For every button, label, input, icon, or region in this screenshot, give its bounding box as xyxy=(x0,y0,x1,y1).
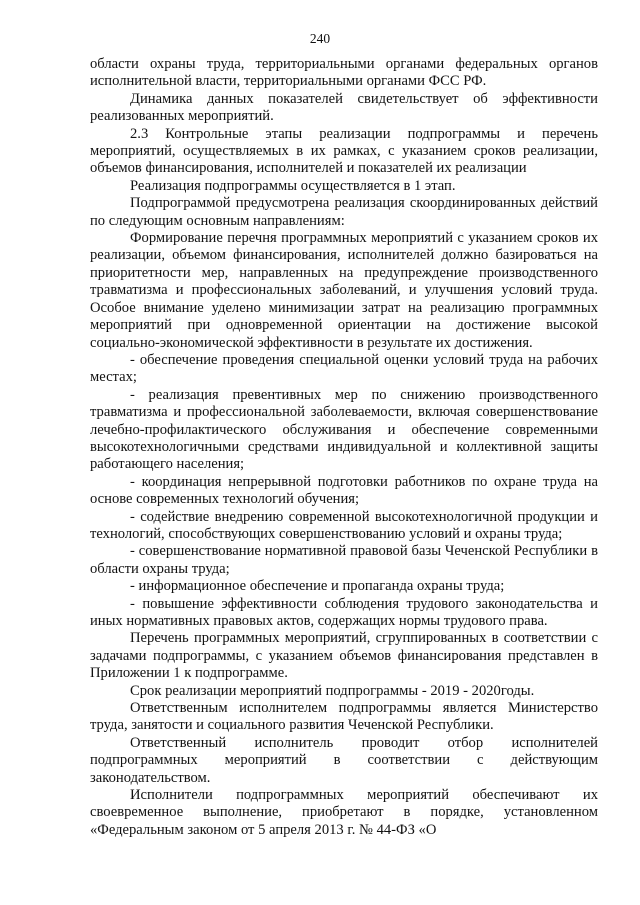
list-item: - информационное обеспечение и пропаганда охраны труда; xyxy=(130,578,505,595)
list-item: - повышение эффективности соблюдения трудового законодательства и иных нормативных правовых актов, содержащих нормы трудового права. xyxy=(90,595,598,629)
list-item: - обеспечение проведения специальной оценки условий труда на рабочих местах; xyxy=(90,351,598,386)
paragraph: области охраны труда, территориальными органами федеральных органов исполнительной власти, территориальными органами ФСС РФ. xyxy=(90,56,598,90)
paragraph: Реализация подпрограммы осуществляется в 1 этап. xyxy=(130,177,456,194)
paragraph: Формирование перечня программных мероприятий с указанием сроков их реализации, объемом финансирования, исполнителей должно базироваться на приоритетности мер, направленных на предупреждение производственного травматизма и профессиональных заболеваний, и улучшения условий труда. Особое внимание уделено минимизации затрат на реализацию программных мероприятий при одновременной ориентации на достижение высокой социально-экономической эффективности в результате их достижения. xyxy=(90,230,598,351)
document-body xyxy=(90,56,598,839)
paragraph: Подпрограммой предусмотрена реализация скоординированных действий по следующим основным направлениям: xyxy=(90,195,598,229)
paragraph: Динамика данных показателей свидетельствует об эффективности реализованных мероприятий. xyxy=(90,90,598,125)
section-heading: 2.3 Контрольные этапы реализации подпрограммы и перечень мероприятий, осуществляемых в их рамках, с указанием сроков реализации, объемов финансирования, исполнителей и показателей их реализации xyxy=(90,125,598,177)
paragraph: Перечень программных мероприятий, сгруппированных в соответствии с задачами подпрограммы, с указанием объемов финансирования представлен в Приложении 1 к подпрограмме. xyxy=(90,630,598,682)
list-item: - реализация превентивных мер по снижению производственного травматизма и профессиональной заболеваемости, включая совершенствование лечебно-профилактического обслуживания и обеспечение современными высокотехнологичными средствами индивидуальной и коллективной защиты работающего населения; xyxy=(90,386,598,473)
paragraph: Ответственный исполнитель проводит отбор исполнителей подпрограммных мероприятий в соответствии с действующим законодательством. xyxy=(90,734,598,786)
list-item: - содействие внедрению современной высокотехнологичной продукции и технологий, способствующих совершенствованию условий и охраны труда; xyxy=(90,508,598,542)
list-item: - совершенствование нормативной правовой базы Чеченской Республики в области охраны труда; xyxy=(90,543,598,577)
page-number: 240 xyxy=(309,31,331,46)
list-item: - координация непрерывной подготовки работников по охране труда на основе современных технологий обучения; xyxy=(90,473,598,508)
paragraph: Ответственным исполнителем подпрограммы является Министерство труда, занятости и социального развития Чеченской Республики. xyxy=(90,700,598,734)
paragraph: Исполнители подпрограммных мероприятий обеспечивают их своевременное выполнение, приобретают в порядке, установленном «Федеральным законом от 5 апреля 2013 г. № 44-ФЗ «О xyxy=(90,787,598,838)
paragraph: Срок реализации мероприятий подпрограммы - 2019 - 2020годы. xyxy=(130,682,535,699)
